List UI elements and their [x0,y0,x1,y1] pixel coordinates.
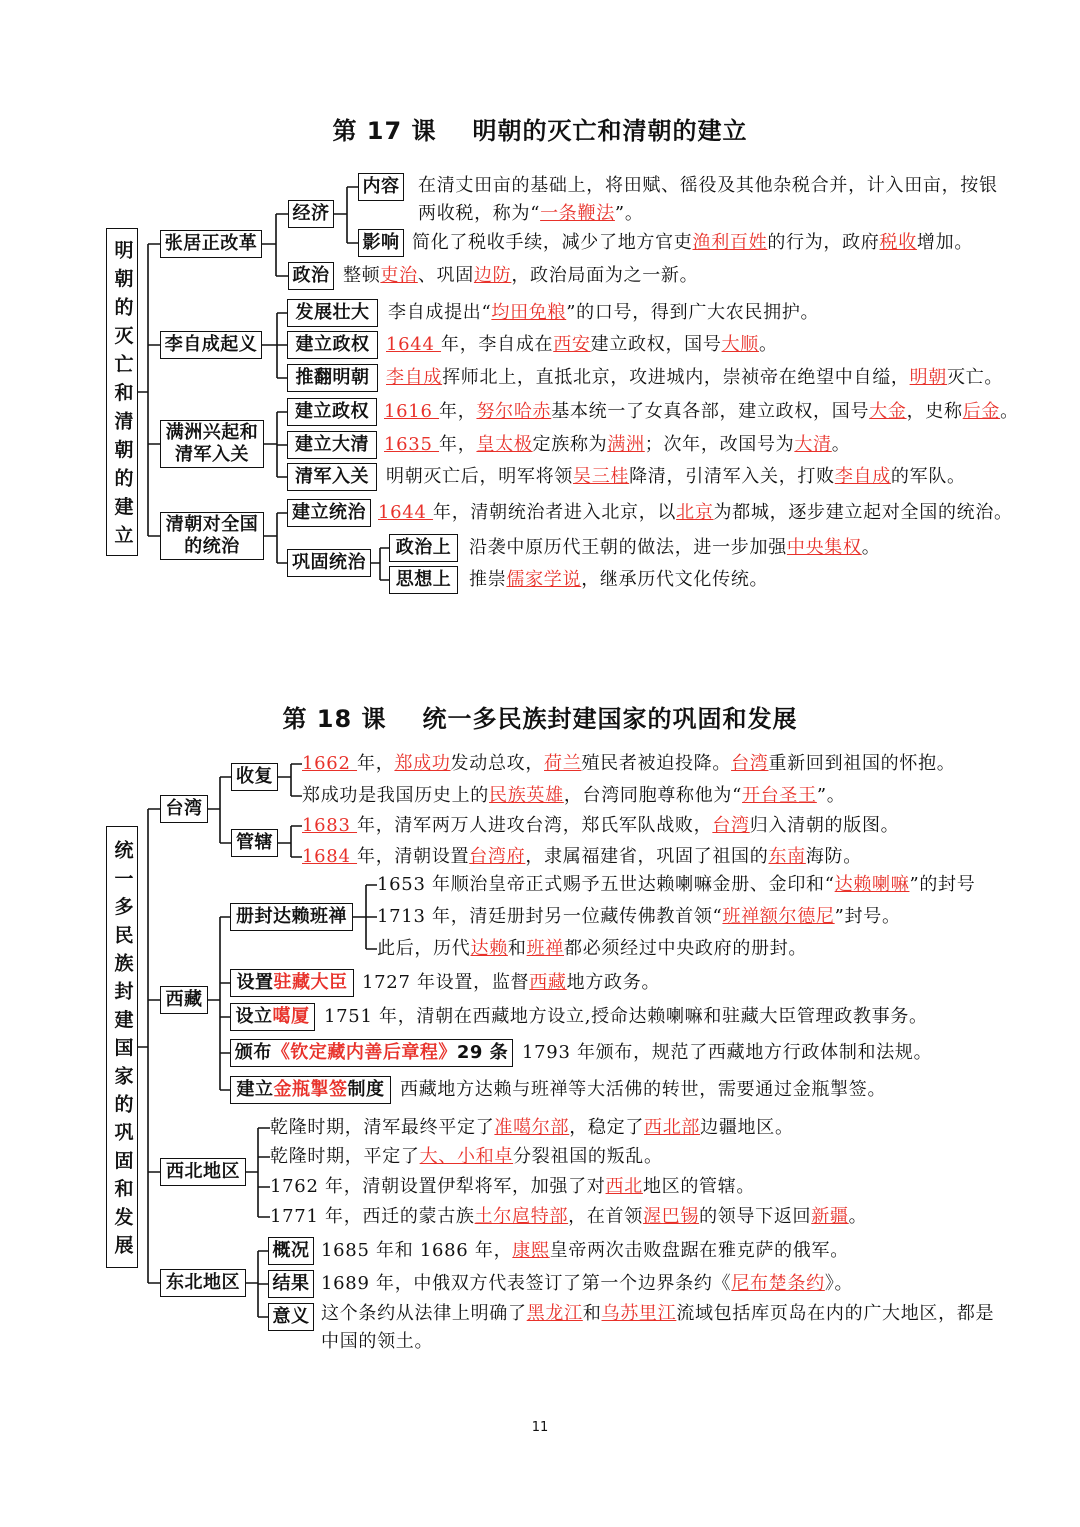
tibet-item-text [324,1005,928,1029]
key-term: 康熙 [512,1240,550,1261]
key-term: 西北 [605,1176,643,1197]
key-term: 吴三桂 [573,466,630,487]
key-term: 儒家学说 [506,569,582,590]
text-run: 西藏地方达赖与班禅等大活佛的转世，需要通过金瓶掣签。 [400,1079,887,1100]
li-item-box: 推翻明朝 [287,364,378,392]
key-term: 大金 [869,401,907,422]
key-term: 乌苏里江 [601,1303,677,1324]
tibet-item-text [400,1078,886,1102]
text-run: 降清，引清军入关，打败 [629,466,835,487]
manchu-item-box: 建立大清 [287,431,377,459]
text-run: 29 条 [456,1042,509,1063]
lesson17-heading [0,115,1080,147]
text-run: ，史称 [906,401,963,422]
text-run: 建立 [236,1079,274,1100]
northwest-text-line [270,1116,794,1140]
text-run: 地方政务。 [566,972,661,993]
manchu-item-text [384,400,1019,424]
bracket-northwest [246,1128,270,1217]
text-run: 发动总攻， [450,753,545,774]
text-run: 整顿 [343,265,381,286]
key-term: 后金 [962,401,1001,422]
text-run: 和 [582,1303,602,1324]
key-term: 中央集权 [786,537,862,558]
key-term: 渥巴锡 [642,1206,700,1227]
key-term: 班禅 [526,938,565,959]
text-run: ，隶属福建省，巩固了祖国的 [525,846,769,867]
northwest-box: 西北地区 [160,1158,246,1186]
key-term: 荷兰 [544,753,582,774]
text-run: 重新回到祖国的怀抱。 [768,753,956,774]
text-run: 建立政权，国号 [590,334,722,355]
lesson18-title: 统一多民族封建国家的巩固和发展 [422,705,798,733]
bracket-manchu [264,412,287,477]
key-term: 1684 [302,846,358,867]
text-run: 灭亡。 [947,367,1004,388]
key-term: 准噶尔部 [494,1117,570,1138]
key-term: 1644 [378,502,434,523]
northeast-item-text [321,1239,849,1263]
text-run: 年， [439,401,477,422]
li-item-text [386,333,778,357]
text-run: ，政治局面为之一新。 [511,265,699,286]
text-run: 。 [831,434,851,455]
key-term: 台湾 [712,815,750,836]
key-term: 满洲 [607,434,645,455]
impact-box: 影响 [358,229,404,257]
establish-rule-text [378,501,1013,525]
key-term: 1635 [384,434,440,455]
bracket-economy [334,187,358,243]
manchu-item-box: 清军入关 [287,463,377,491]
key-term: 达赖 [470,938,508,959]
key-term: 班禅额尔德尼 [722,906,835,927]
bracket-northeast [246,1251,268,1317]
text-run: 年， [357,753,395,774]
text-run: 1751 年，清朝在西藏地方设立,授命达赖喇嘛和驻藏大臣管理政教事务。 [324,1006,928,1027]
key-term: 大、小和卓 [419,1146,514,1167]
li-uprising-box: 李自成起义 [160,331,262,359]
key-term: 税收 [879,232,917,253]
text-run: ，稳定了 [569,1117,645,1138]
text-run: 年， [439,434,477,455]
bracket-recover [278,764,302,796]
text-run: 都必须经过中央政府的册封。 [564,938,808,959]
text-run: 明朝灭亡后，明军将领 [386,466,573,487]
lesson17-number: 第 17 课 [332,117,437,145]
text-run: 郑成功是我国历史上的 [302,785,489,806]
bracket-govern [278,826,302,857]
text-run: 这个条约从法律上明确了 [321,1303,527,1324]
text-run: 1793 年颁布，规范了西藏地方行政体制和法规。 [522,1042,933,1063]
lesson17-title: 明朝的灭亡和清朝的建立 [472,117,748,145]
bracket-taiwan [208,777,231,843]
text-run: 年，清朝设置 [357,846,470,867]
politics-text [343,264,698,288]
key-term: 台湾 [731,753,769,774]
text-run: 增加。 [916,232,974,253]
text-run: ，台湾同胞尊称他为“ [563,785,743,806]
key-term: 郑成功 [394,753,451,774]
bracket-li [262,313,287,378]
key-term: 边防 [473,265,512,286]
key-term: 金瓶掣签 [273,1079,348,1100]
enfeoff-text-line [377,905,901,929]
key-term: 驻藏大臣 [273,972,348,993]
text-run: ”的口号，得到广大农民拥护。 [566,302,820,323]
key-term: 达赖喇嘛 [834,874,910,895]
text-run: 海防。 [805,846,862,867]
text-run: 简化了税收手续，减少了地方官吏 [412,232,693,253]
consolidate-item-box: 政治上 [389,534,458,562]
text-run: ，在首领 [568,1206,643,1227]
tibet-item-box [230,1003,315,1031]
bracket-qing [264,513,287,563]
economy-box: 经济 [288,200,334,228]
govern-text-line [302,845,862,869]
key-term: 1662 [302,753,358,774]
lesson18-root-box [106,826,138,1268]
northeast-box: 东北地区 [160,1269,246,1297]
li-item-text [386,366,1003,390]
establish-rule-box: 建立统治 [287,499,371,527]
zhang-reform-box: 张居正改革 [160,230,262,258]
tibet-item-text [362,971,660,995]
northeast-item-text [321,1302,994,1326]
text-run: 1689 年，中俄双方代表签订了第一个边界条约《 [321,1273,732,1294]
manchu-item-box: 建立政权 [287,398,377,426]
key-term: 大清 [794,434,832,455]
key-term: 1683 [302,815,358,836]
text-run: 和 [507,938,527,959]
manchu-label-line: 清军入关 [175,444,249,465]
impact-text [412,231,973,255]
text-run: ”封号。 [834,906,901,927]
text-run: 年，清朝统治者进入北京，以 [433,502,677,523]
text-run: ，继承历代文化传统。 [581,569,769,590]
li-item-box: 建立政权 [287,331,378,359]
text-run: 李自成提出“ [388,302,492,323]
key-term: 西北部 [644,1117,701,1138]
text-run: 。 [861,537,881,558]
lesson18-heading [0,703,1080,735]
key-term: 开台圣王 [742,785,817,806]
content-box: 内容 [358,173,404,201]
text-run: 。 [848,1206,868,1227]
recover-text-line [302,752,955,776]
key-term: 西安 [553,334,591,355]
consolidate-rule-box: 巩固统治 [287,549,371,577]
key-term: 吏治 [380,265,418,286]
text-run: 沿袭中原历代王朝的做法，进一步加强 [469,537,787,558]
key-term: 李自成 [386,367,443,388]
northwest-text-line [270,1205,867,1229]
text-run: 乾隆时期，清军最终平定了 [270,1117,495,1138]
content-text-line [418,174,998,198]
key-term: 北京 [676,502,714,523]
bracket-tibet [208,917,230,1090]
lesson18-root-label: 统一多民族封建国家的巩固和发展 [111,840,134,1263]
text-run: 挥师北上，直抵北京，攻进城内，崇祯帝在绝望中自缢， [442,367,910,388]
key-term: 均田免粮 [491,302,567,323]
text-run: 制度 [347,1079,385,1100]
bracket-root-17 [138,244,160,536]
text-run: 基本统一了女真各部，建立政权，国号 [551,401,870,422]
tibet-item-box [230,969,354,997]
govern-text-line [302,814,899,838]
recover-box: 收复 [231,763,278,791]
key-term: 西藏 [529,972,567,993]
northeast-item-text [321,1330,433,1354]
northeast-item-box: 概况 [268,1237,314,1265]
northeast-item-text [321,1272,853,1296]
page-number: 11 [531,1420,549,1435]
text-run: 定族称为 [532,434,608,455]
key-term: 努尔哈赤 [476,401,552,422]
key-term: 《钦定藏内善后章程》 [271,1042,457,1063]
key-term: 李自成 [834,466,891,487]
tibet-item-box [230,1039,513,1067]
lesson18-number: 第 18 课 [282,705,387,733]
text-run: 殖民者被迫投降。 [581,753,732,774]
key-term: 1644 [386,334,442,355]
text-run: 1762 年，清朝设置伊犁将军，加强了对 [270,1176,606,1197]
northeast-item-box: 结果 [268,1270,314,1298]
li-item-text [388,301,819,325]
text-run: ”。 [816,785,846,806]
northwest-text-line [270,1175,755,1199]
key-term: 东南 [768,846,806,867]
qing-label-line: 的统治 [184,536,240,557]
consolidate-item-text [469,536,880,560]
key-term: 民族英雄 [489,785,564,806]
text-run: ；次年，改国号为 [644,434,795,455]
key-term: 黑龙江 [526,1303,583,1324]
lesson17-root-label: 明朝的灭亡和清朝的建立 [111,239,134,554]
text-run: 乾隆时期，平定了 [270,1146,420,1167]
text-run: 。 [758,334,778,355]
enfeoff-text-line [377,937,807,961]
text-run: 》。 [824,1273,854,1294]
text-run: 设立 [235,1006,273,1027]
manchu-item-text [384,433,850,457]
bracket-consolidate [371,548,389,580]
text-run: 此后，历代 [377,938,471,959]
text-run: 在清丈田亩的基础上，将田赋、徭役及其他杂税合并，计入田亩，按银 [418,175,998,196]
text-run: 的领导下返回 [699,1206,812,1227]
text-run: 为都城，逐步建立起对全国的统治。 [713,502,1013,523]
key-term: 土尔扈特部 [474,1206,569,1227]
tibet-item-box [230,1076,391,1104]
text-run: 、巩固 [417,265,474,286]
text-run: ”的封号 [909,874,976,895]
text-run: 中国的领土。 [321,1331,434,1352]
consolidate-item-text [469,568,768,592]
text-run: 年，清军两万人进攻台湾，郑氏军队战败， [357,815,713,836]
northeast-item-box: 意义 [268,1303,314,1331]
qing-rule-box [160,512,264,560]
text-run: 1771 年，西迁的蒙古族 [270,1206,475,1227]
key-term: 明朝 [909,367,948,388]
manchu-label-line: 满洲兴起和 [165,422,259,443]
key-term: 新疆 [811,1206,849,1227]
politics-box: 政治 [288,262,334,290]
text-run: 1653 年顺治皇帝正式赐予五世达赖喇嘛金册、金印和“ [377,874,835,895]
key-term: 1616 [384,401,440,422]
bracket-enfeoff [353,885,377,949]
text-run: 的行为，政府 [767,232,880,253]
tibet-box: 西藏 [160,986,208,1014]
text-run: 两收税，称为“ [418,203,541,224]
key-term: 大顺 [721,334,759,355]
content-text-line [418,202,644,226]
text-run: 流域包括库页岛在内的广大地区，都是 [676,1303,995,1324]
text-run: ”。 [614,203,644,224]
text-run: 颁布 [234,1042,272,1063]
govern-box: 管辖 [231,829,278,857]
taiwan-box: 台湾 [160,795,208,823]
text-run: 归入清朝的版图。 [749,815,900,836]
text-run: 年，李自成在 [441,334,554,355]
text-run: 1727 年设置，监督 [362,972,530,993]
manchu-rise-box [160,420,264,468]
text-run: 皇帝两次击败盘踞在雅克萨的俄军。 [549,1240,849,1261]
tibet-item-text [522,1041,932,1065]
text-run: 。 [1000,401,1019,422]
key-term: 一条鞭法 [540,203,615,224]
text-run: 地区的管辖。 [642,1176,756,1197]
enfeoff-text-line [377,873,975,897]
enfeoff-box: 册封达赖班禅 [230,903,353,931]
li-item-box: 发展壮大 [287,299,378,327]
bracket-zhang [262,214,288,276]
qing-label-line: 清朝对全国 [165,514,259,535]
recover-text-line [302,784,845,808]
text-run: 边疆地区。 [700,1117,794,1138]
bracket-root-18 [138,809,160,1283]
text-run: 的军队。 [890,466,966,487]
text-run: 推崇 [469,569,507,590]
key-term: 渔利百姓 [692,232,768,253]
key-term: 噶厦 [272,1006,310,1027]
text-run: 1685 年和 1686 年， [321,1240,513,1261]
key-term: 台湾府 [469,846,526,867]
key-term: 尼布楚条约 [731,1273,825,1294]
lesson17-root-box [106,228,138,556]
text-run: 设置 [236,972,274,993]
manchu-item-text [386,465,966,489]
text-run: 1713 年，清廷册封另一位藏传佛教首领“ [377,906,723,927]
northwest-text-line [270,1145,663,1169]
consolidate-item-box: 思想上 [389,566,458,594]
key-term: 皇太极 [476,434,533,455]
text-run: 分裂祖国的叛乱。 [513,1146,663,1167]
